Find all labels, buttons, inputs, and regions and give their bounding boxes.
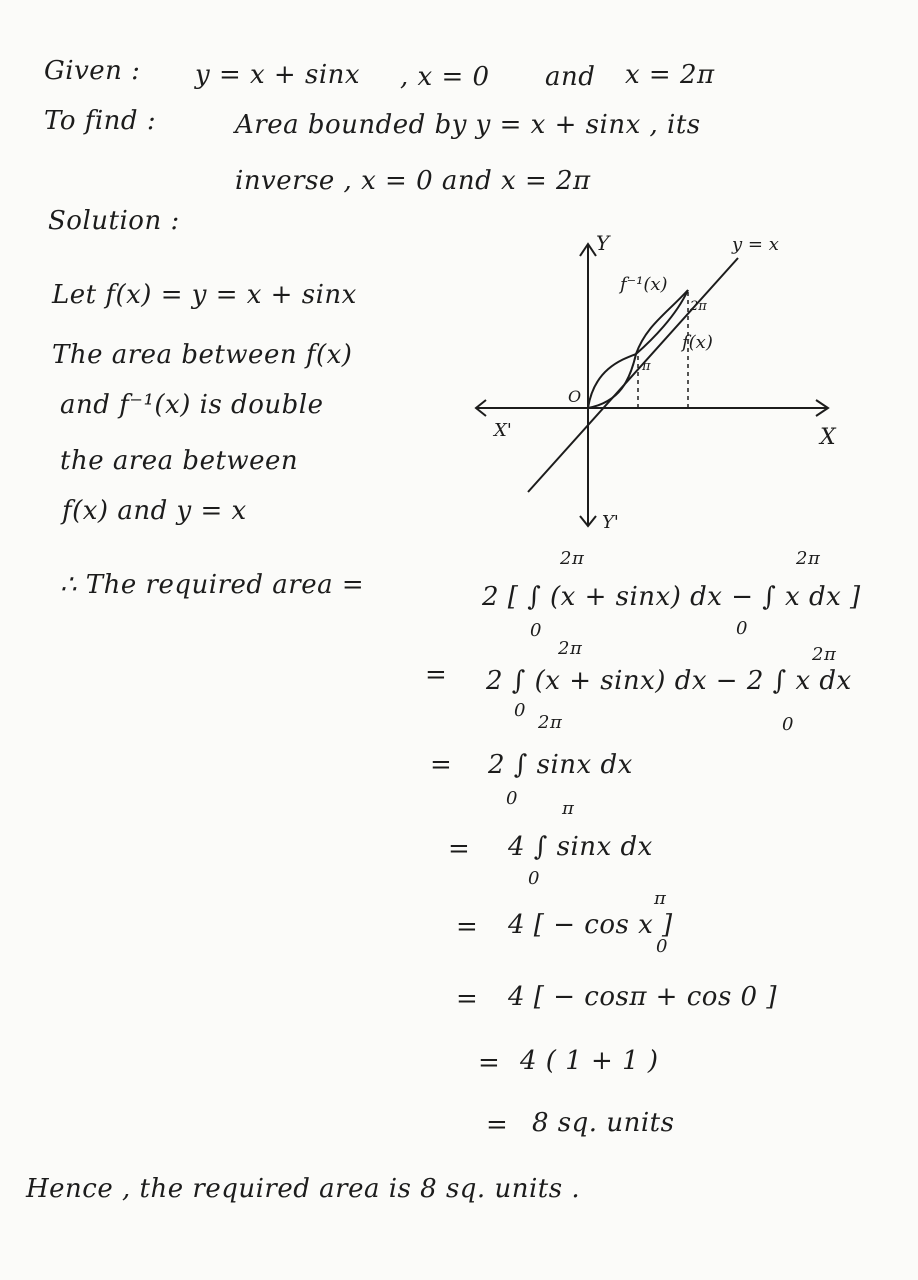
step2-equals: = [425, 660, 448, 690]
let-line: Let f(x) = y = x + sinx [52, 280, 357, 310]
step3-expression: 2 ∫ sinx dx [488, 750, 633, 780]
to-find-label: To find : [44, 106, 157, 136]
given-and: and [545, 62, 596, 92]
step8-equals: = [486, 1110, 509, 1140]
paragraph-line-4: f(x) and y = x [62, 496, 247, 526]
step4-expression: 4 ∫ sinx dx [508, 832, 653, 862]
to-find-line-2: inverse , x = 0 and x = 2π [235, 166, 591, 196]
step4-lower-limit: 0 [528, 868, 540, 889]
x-neg-axis-label: X' [494, 420, 512, 441]
step5-upper-limit: π [654, 888, 667, 909]
step2-upper-limit-2: 2π [812, 644, 837, 665]
two-pi-point-label: 2π [690, 299, 707, 314]
step5-lower-limit: 0 [656, 936, 668, 957]
given-condition-x0: , x = 0 [400, 62, 490, 92]
step1-lower-limit-2: 0 [736, 618, 748, 639]
step8-expression: 8 sq. units [532, 1108, 675, 1138]
x-axis-label: X [820, 425, 836, 450]
step5-equals: = [456, 912, 479, 942]
conclusion: Hence , the required area is 8 sq. units . [26, 1174, 581, 1204]
step4-equals: = [448, 834, 471, 864]
given-condition-x2pi: x = 2π [625, 60, 715, 90]
y-axis-label: Y [596, 231, 610, 255]
step6-equals: = [456, 984, 479, 1014]
step3-equals: = [430, 750, 453, 780]
solution-label: Solution : [48, 206, 180, 236]
given-label: Given : [44, 56, 141, 86]
step4-upper-limit: π [562, 798, 575, 819]
y-equals-x-label: y = x [732, 234, 779, 255]
step2-expression: 2 ∫ (x + sinx) dx − 2 ∫ x dx [486, 666, 852, 696]
function-label: f(x) [682, 332, 713, 353]
step1-upper-limit-2: 2π [796, 548, 821, 569]
paragraph-line-3: the area between [60, 446, 299, 476]
step2-lower-limit-2: 0 [782, 714, 794, 735]
step3-lower-limit: 0 [506, 788, 518, 809]
y-neg-axis-label: Y' [602, 512, 619, 533]
step2-lower-limit-1: 0 [514, 700, 526, 721]
step1-upper-limit-1: 2π [560, 548, 585, 569]
required-area-lead: ∴ The required area = [60, 570, 365, 600]
origin-label: O [568, 387, 582, 406]
step7-equals: = [478, 1048, 501, 1078]
sketch-graph [470, 230, 850, 540]
step3-upper-limit: 2π [538, 712, 563, 733]
inverse-function-label: f⁻¹(x) [620, 274, 668, 295]
paragraph-line-1: The area between f(x) [52, 340, 353, 370]
step6-expression: 4 [ − cosπ + cos 0 ] [508, 982, 777, 1012]
step5-expression: 4 [ − cos x ] [508, 910, 673, 940]
step7-expression: 4 ( 1 + 1 ) [520, 1046, 659, 1076]
step1-expression: 2 [ ∫ (x + sinx) dx − ∫ x dx ] [482, 582, 861, 612]
given-equation: y = x + sinx [195, 60, 361, 90]
pi-point-label: π [642, 359, 651, 374]
step2-upper-limit-1: 2π [558, 638, 583, 659]
paragraph-line-2: and f⁻¹(x) is double [60, 390, 324, 420]
step1-lower-limit-1: 0 [530, 620, 542, 641]
to-find-line-1: Area bounded by y = x + sinx , its [235, 110, 701, 140]
